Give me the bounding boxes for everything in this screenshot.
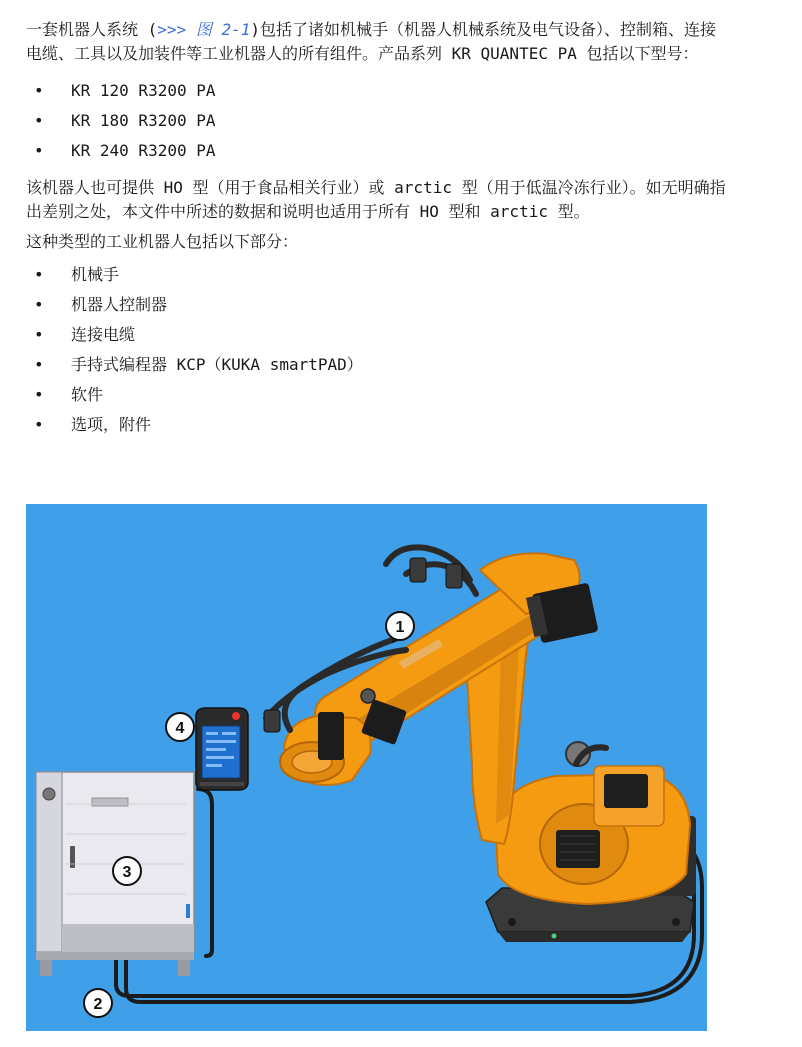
component-name: 连接电缆 xyxy=(71,325,136,344)
intro-paragraph xyxy=(26,18,726,66)
bullet: • xyxy=(34,415,44,434)
robot-system-illustration xyxy=(26,504,707,1031)
components-intro: 这种类型的工业机器人包括以下部分： xyxy=(26,232,299,251)
list-item xyxy=(26,106,726,136)
callout-4-label: 4 xyxy=(175,720,185,737)
model-list xyxy=(26,76,726,166)
callout-1-label: 1 xyxy=(395,619,405,636)
smartpad-pendant xyxy=(196,708,248,790)
intro-text-before: 一套机器人系统 ( xyxy=(26,20,158,39)
component-name: 软件 xyxy=(71,385,104,404)
bullet: • xyxy=(34,265,44,284)
callout-3 xyxy=(113,857,141,885)
link-label: 图 2-1 xyxy=(195,20,251,39)
variants-paragraph: 该机器人也可提供 HO 型（用于食品相关行业）或 arctic 型（用于低温冷冻行业）。如无明确指出差别之处，本文件中所述的数据和说明也适用于所有 HO 型和 arctic 型。 xyxy=(26,178,726,221)
link-arrow: >>> xyxy=(157,20,196,39)
callout-2 xyxy=(84,989,112,1017)
list-item xyxy=(26,380,726,410)
list-item xyxy=(26,136,726,166)
intro-text-after: )包括了诸如机械手（机器人机械系统及电气设备）、控制箱、连接电缆、工具以及加装件等工业机器人的所有组件。产品系列 KR QUANTEC PA 包括以下型号： xyxy=(26,20,716,63)
figure-reference-link[interactable] xyxy=(157,20,250,39)
component-name: 机械手 xyxy=(71,265,120,284)
list-item xyxy=(26,320,726,350)
list-item xyxy=(26,260,726,290)
model-name: KR 180 R3200 PA xyxy=(71,111,216,130)
bullet: • xyxy=(34,325,44,344)
list-item xyxy=(26,290,726,320)
document-body xyxy=(26,18,726,450)
callout-2-label: 2 xyxy=(93,996,103,1013)
component-name: 手持式编程器 KCP（KUKA smartPAD） xyxy=(71,355,363,374)
bullet: • xyxy=(34,141,44,160)
model-name: KR 240 R3200 PA xyxy=(71,141,216,160)
component-list xyxy=(26,260,726,440)
callout-3-label: 3 xyxy=(122,864,132,881)
list-item xyxy=(26,350,726,380)
component-name: 选项，附件 xyxy=(71,415,152,434)
list-item xyxy=(26,76,726,106)
bullet: • xyxy=(34,355,44,374)
bullet: • xyxy=(34,111,44,130)
bullet: • xyxy=(34,81,44,100)
model-name: KR 120 R3200 PA xyxy=(71,81,216,100)
robot-system-figure xyxy=(26,504,707,1031)
component-name: 机器人控制器 xyxy=(71,295,168,314)
bullet: • xyxy=(34,385,44,404)
list-item xyxy=(26,410,726,440)
callout-4 xyxy=(166,713,194,741)
bullet: • xyxy=(34,295,44,314)
